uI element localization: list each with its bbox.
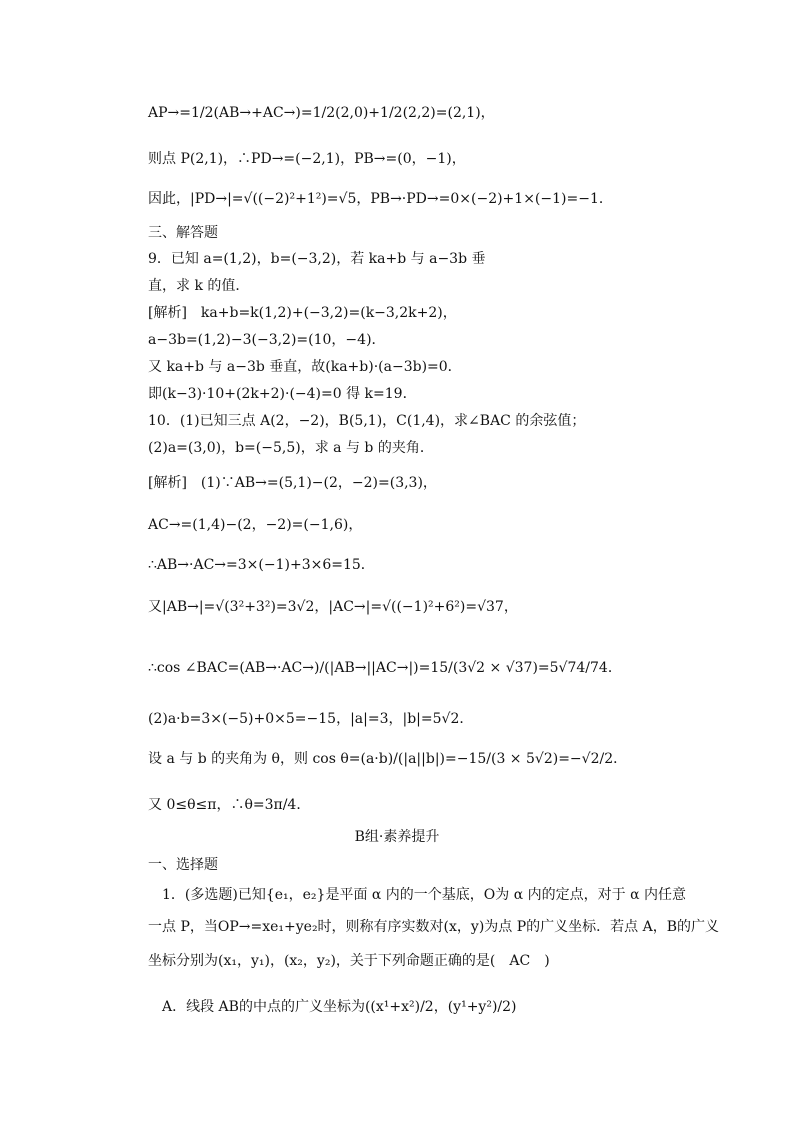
problem-9-line-2: 直，求 k 的值． [148,278,250,294]
problem-9-analysis-3: 又 ka+b 与 a−3b 垂直，故(ka+b)·(a−3b)=0． [148,359,462,375]
problem-10-analysis-1: [解析] (1)∵AB→=(5,1)−(2，−2)=(3,3)， [148,475,437,491]
problem-b1-line-3: 坐标分别为(x₁，y₁)，(x₂，y₂)，关于下列命题正确的是( AC ) [148,953,550,969]
problem-9-analysis-4: 即(k−3)·10+(2k+2)·(−4)=0 得 k=19． [148,386,417,402]
problem-10-part-2-dot: (2)a·b=3×(−5)+0×5=−15，|a|=3，|b|=5√2． [148,711,474,727]
line-ap-vector: AP→=1/2(AB→+AC→)=1/2(2,0)+1/2(2,2)=(2,1)， [148,105,495,121]
section-heading-solve: 三、解答题 [148,225,218,241]
line-therefore-pd: 因此，|PD→|=√((−2)²+1²)=√5，PB→·PD→=0×(−2)+1×(−1)=−1． [148,191,613,207]
problem-10-analysis-3: ∴AB→·AC→=3×(−1)+3×6=15． [148,557,375,573]
problem-10-analysis-2: AC→=(1,4)−(2，−2)=(−1,6)， [148,517,363,533]
problem-9-line-1: 9．已知 a=(1,2)，b=(−3,2)，若 ka+b 与 a−3b 垂 [148,251,486,267]
group-b-heading: B组·素养提升 [354,829,440,845]
problem-10-part-2: (2)a=(3,0)，b=(−5,5)，求 a 与 b 的夹角． [148,440,434,456]
problem-9-analysis-1: [解析] ka+b=k(1,2)+(−3,2)=(k−3,2k+2)， [148,305,457,321]
problem-b1-line-2: 一点 P，当OP→=xe₁+ye₂时，则称有序实数对(x，y)为点 P的广义坐标．若点 A，B的广义 [148,919,720,935]
problem-10-part-1: 10．(1)已知三点 A(2，−2)，B(5,1)，C(1,4)，求∠BAC 的余弦值； [148,413,586,429]
problem-10-theta-result: 又 0≤θ≤π，∴θ=3π/4． [148,797,311,813]
problem-10-analysis-4: 又|AB→|=√(3²+3²)=3√2，|AC→|=√((−1)²+6²)=√37， [148,599,518,615]
problem-b1-line-1: 1．(多选题)已知{e₁，e₂}是平面 α 内的一个基底，O为 α 内的定点，对于 α 内任意 [162,887,686,903]
line-point-p: 则点 P(2,1)，∴PD→=(−2,1)，PB→=(0，−1)， [148,151,466,167]
section-heading-choice: 一、选择题 [148,857,218,873]
problem-10-cos-bac: ∴cos ∠BAC=(AB→·AC→)/(|AB→||AC→|)=15/(3√2 × √37)=5√74/74． [148,660,622,676]
option-a: A．线段 AB的中点的广义坐标为((x¹+x²)/2，(y¹+y²)/2) [162,999,517,1015]
problem-10-angle-theta: 设 a 与 b 的夹角为 θ，则 cos θ=(a·b)/(|a||b|)=−15/(3 × 5√2)=−√2/2． [148,751,628,767]
problem-9-analysis-2: a−3b=(1,2)−3(−3,2)=(10，−4)． [148,332,386,348]
